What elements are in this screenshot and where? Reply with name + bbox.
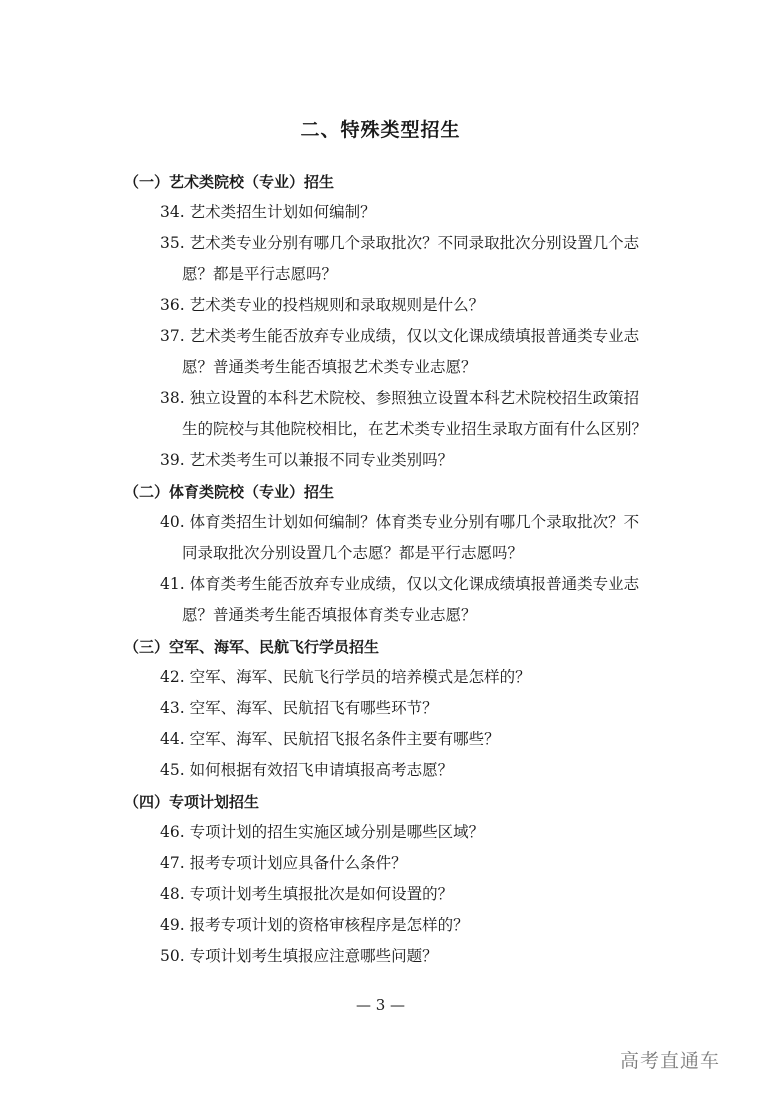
section-heading: （三）空军、海军、民航飞行学员招生 xyxy=(124,638,380,656)
question-item xyxy=(160,569,680,631)
question-text-continued: 同录取批次分别设置几个志愿？都是平行志愿吗？ xyxy=(182,544,524,562)
question-text-continued: 愿？普通类考生能否填报艺术类专业志愿？ xyxy=(182,358,477,376)
question-text: 46. 专项计划的招生实施区域分别是哪些区域？ xyxy=(160,823,485,841)
question-item xyxy=(160,445,680,476)
question-text: 50. 专项计划考生填报应注意哪些问题？ xyxy=(160,947,438,965)
question-text: 49. 报考专项计划的资格审核程序是怎样的？ xyxy=(160,916,469,934)
question-item xyxy=(160,724,680,755)
question-text: 41. 体育类考生能否放弃专业成绩，仅以文化课成绩填报普通类专业志 xyxy=(160,575,640,593)
question-item xyxy=(160,755,680,786)
question-item xyxy=(160,383,680,445)
question-text: 45. 如何根据有效招飞申请填报高考志愿？ xyxy=(160,761,454,779)
question-item xyxy=(160,197,680,228)
section-heading: （四）专项计划招生 xyxy=(124,793,260,811)
question-item xyxy=(160,693,680,724)
question-text-continued: 愿？普通类考生能否填报体育类专业志愿？ xyxy=(182,606,477,624)
question-item xyxy=(160,879,680,910)
question-item xyxy=(160,507,680,569)
question-text: 43. 空军、海军、民航招飞有哪些环节？ xyxy=(160,699,438,717)
question-text: 38. 独立设置的本科艺术院校、参照独立设置本科艺术院校招生政策招 xyxy=(160,389,640,407)
question-text: 34. 艺术类招生计划如何编制？ xyxy=(160,203,376,221)
page-number: — 3 — xyxy=(355,996,406,1014)
question-text: 39. 艺术类考生可以兼报不同专业类别吗？ xyxy=(160,451,454,469)
question-text-continued: 愿？都是平行志愿吗？ xyxy=(182,265,338,283)
question-item xyxy=(160,817,680,848)
question-item xyxy=(160,321,680,383)
question-text: 37. 艺术类考生能否放弃专业成绩，仅以文化课成绩填报普通类专业志 xyxy=(160,327,640,345)
question-item xyxy=(160,228,680,290)
question-text: 35. 艺术类专业分别有哪几个录取批次？不同录取批次分别设置几个志 xyxy=(160,234,640,252)
question-text: 40. 体育类招生计划如何编制？体育类专业分别有哪几个录取批次？不 xyxy=(160,513,640,531)
question-item xyxy=(160,848,680,879)
question-text: 47. 报考专项计划应具备什么条件？ xyxy=(160,854,407,872)
question-text-continued: 生的院校与其他院校相比，在艺术类专业招生录取方面有什么区别？ xyxy=(182,420,648,438)
watermark: 高考直通车 xyxy=(620,1050,721,1072)
question-text: 48. 专项计划考生填报批次是如何设置的？ xyxy=(160,885,454,903)
question-text: 36. 艺术类专业的投档规则和录取规则是什么？ xyxy=(160,296,485,314)
section-heading: （一）艺术类院校（专业）招生 xyxy=(124,173,335,191)
section-heading: （二）体育类院校（专业）招生 xyxy=(124,483,335,501)
question-item xyxy=(160,941,680,972)
page-title: 二、特殊类型招生 xyxy=(300,119,461,141)
question-text: 44. 空军、海军、民航招飞报名条件主要有哪些？ xyxy=(160,730,500,748)
question-item xyxy=(160,290,680,321)
question-item xyxy=(160,910,680,941)
question-text: 42. 空军、海军、民航飞行学员的培养模式是怎样的？ xyxy=(160,668,531,686)
question-item xyxy=(160,662,680,693)
